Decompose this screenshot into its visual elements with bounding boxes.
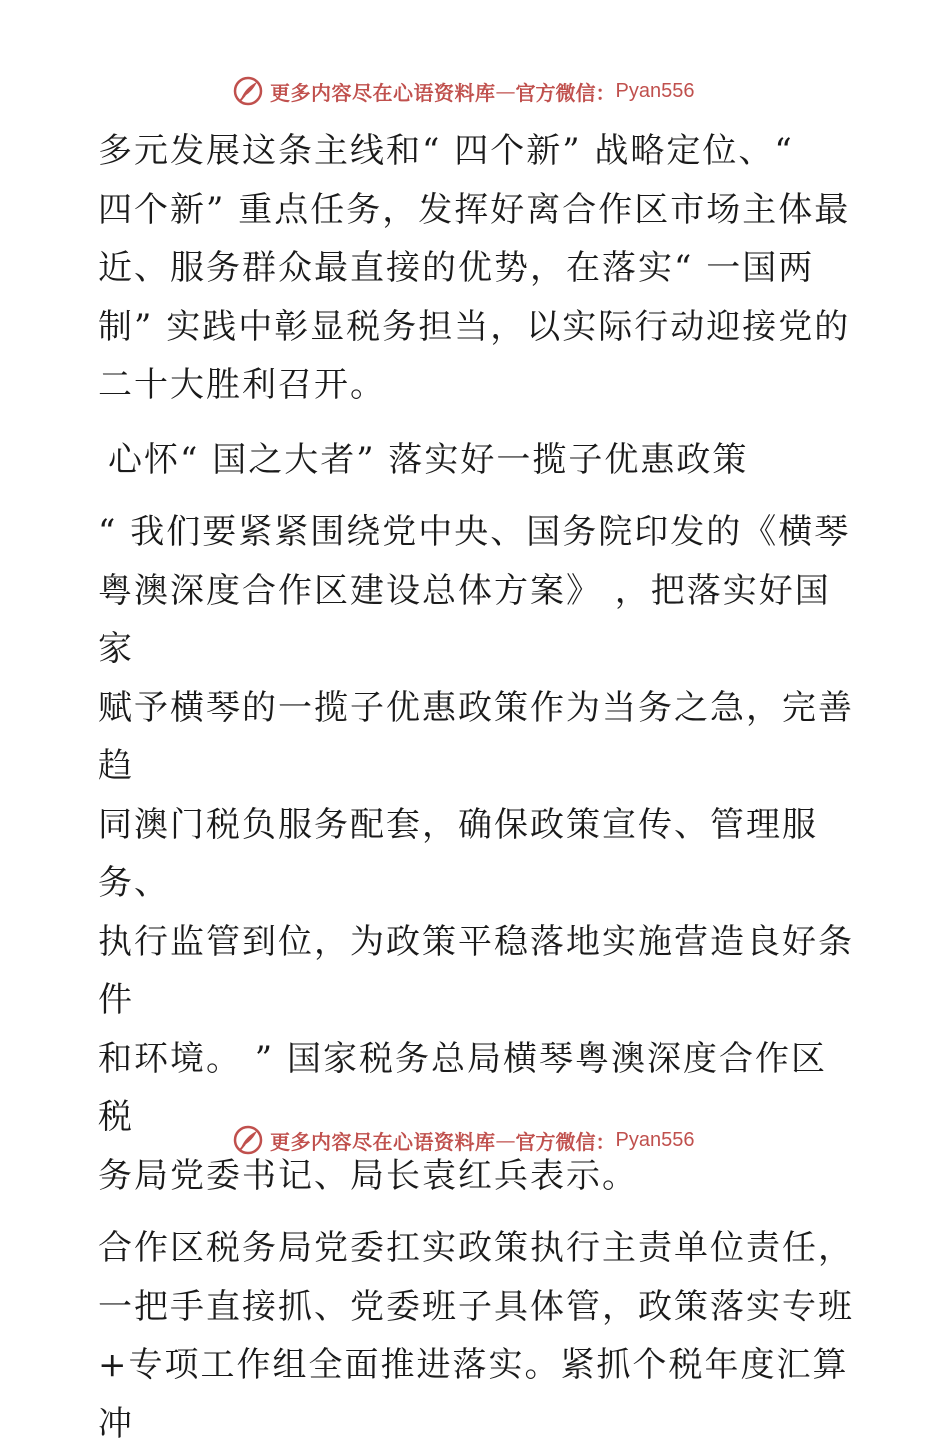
watermark-separator: —: [495, 79, 516, 103]
watermark-brand-text: 更多内容尽在心语资料库: [270, 1129, 496, 1154]
watermark-wechat-id: Pyan556: [615, 79, 695, 102]
watermark-separator: —: [495, 1128, 516, 1152]
article-paragraph-2: “ 我们要紧紧围绕党中央、国务院印发的《横琴 粤澳深度合作区建设总体方案》 ，把落实好国家 赋予横琴的一揽子优惠政策作为当务之急，完善趋 同澳门税负服务配套，确保政策宣传、管理服务、 执行监管到位，为政策平稳落地实施营造良好条件 和环境。 ” 国家税务总局横琴粤澳深度合作区税 务局党委书记、局长袁红兵表示。: [98, 512, 854, 1196]
feather-logo-icon: [232, 75, 264, 107]
watermark-wechat-id: Pyan556: [615, 1128, 695, 1151]
watermark-wechat-label: 官方微信：: [515, 1129, 616, 1154]
watermark-brand-text: 更多内容尽在心语资料库: [270, 80, 496, 105]
article-paragraph-3: 合作区税务局党委扛实政策执行主责单位责任， 一把手直接抓、党委班子具体管，政策落实专班 +专项工作组全面推进落实。紧抓个税年度汇算冲: [98, 1228, 854, 1444]
article-paragraph-1: 多元发展这条主线和“ 四个新” 战略定位、“ 四个新” 重点任务，发挥好离合作区市场主体最 近、服务群众最直接的优势，在落实“ 一国两 制” 实践中彰显税务担当，以实际行动迎接党的 二十大胜利召开。: [98, 131, 851, 405]
watermark-wechat-label: 官方微信：: [515, 80, 616, 105]
section-heading: 心怀“ 国之大者” 落实好一揽子优惠政策: [108, 439, 749, 480]
article-body: [98, 122, 858, 1453]
header-watermark: [232, 73, 694, 109]
feather-logo-icon: [232, 1124, 264, 1156]
footer-watermark: [232, 1122, 694, 1158]
